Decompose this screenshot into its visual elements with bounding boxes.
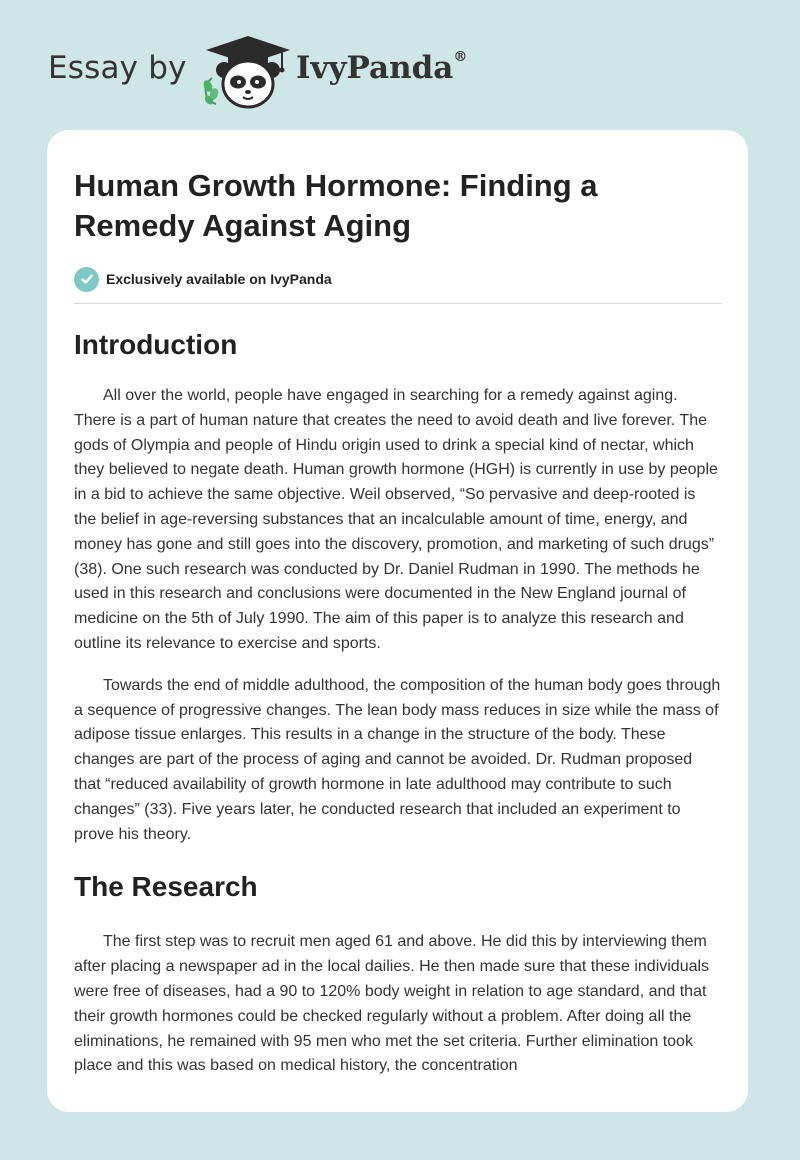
article-content — [74, 166, 722, 1079]
essay-by-label: Essay by — [48, 50, 187, 86]
paragraph: The first step was to recruit men aged 61 and above. He did this by interviewing them after placing a newspaper ad in the local dailies. He then made sure that these individuals were free of diseases, had a 90 to 120% body weight in relation to age standard, and that their growth hormones could be checked regularly without a problem. After doing all the eliminations, he remained with 95 men who met the set criteria. Further elimination took place and this was based on medical history, the concentration — [74, 933, 710, 1075]
article-title — [74, 166, 722, 246]
registered-mark: ® — [453, 48, 468, 65]
title-line-1: Human Growth Hormone: Finding a — [74, 168, 598, 203]
title-line-2: Remedy Against Aging — [74, 208, 412, 243]
article-card — [47, 130, 748, 1112]
site-header — [0, 0, 800, 130]
section-heading-research: The Research — [74, 871, 258, 903]
section-heading-introduction: Introduction — [74, 329, 238, 360]
divider — [74, 303, 722, 304]
check-icon — [74, 267, 99, 292]
exclusive-badge — [74, 266, 722, 292]
paragraph: Towards the end of middle adulthood, the composition of the human body goes through a sequence of progressive changes. The lean body mass reduces in size while the mass of adipose tissue enlarges. This results in a change in the structure of the body. These changes are part of the process of aging and cannot be avoided. Dr. Rudman proposed that “reduced availability of growth hormone in late adulthood may contribute to such changes” (33). Five years later, he conducted research that included an experiment to prove his theory. — [74, 676, 721, 843]
ivypanda-logo-icon[interactable] — [200, 34, 296, 110]
brand-name[interactable] — [296, 50, 467, 86]
paragraph: All over the world, people have engaged in searching for a remedy against aging. There is a part of human nature that creates the need to avoid death and live forever. The gods of Olympia and people of Hindu origin used to drink a special kind of nectar, which they believed to negate death. Human growth hormone (HGH) is currently in use by people in a bid to achieve the same objective. Weil observed, “So pervasive and deep-rooted is the belief in age-reversing substances that an incalculable amount of time, energy, and money has gone and still goes into the discovery, promotion, and marketing of such drugs” (38). One such research was conducted by Dr. Daniel Rudman in 1990. The methods he used in this research and conclusions were documented in the New England journal of medicine on the 5th of July 1990. The aim of this paper is to analyze this research and outline its relevance to exercise and sports. — [74, 387, 718, 652]
brand-text: IvyPanda — [296, 50, 454, 86]
exclusive-label: Exclusively available on IvyPanda — [106, 271, 332, 287]
